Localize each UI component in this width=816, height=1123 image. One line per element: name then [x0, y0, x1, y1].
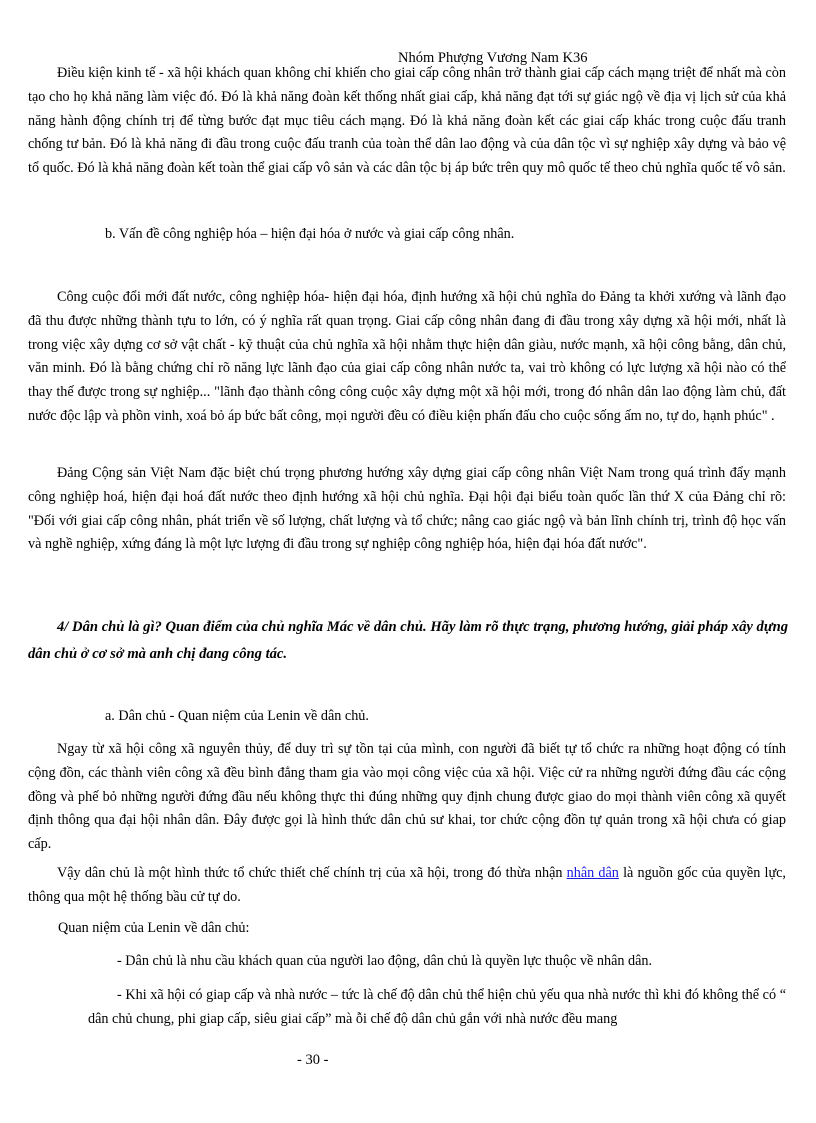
lenin-intro: Quan niệm của Lenin về dân chủ:: [58, 920, 250, 936]
page-number: - 30 -: [297, 1052, 329, 1068]
paragraph-working-class-conditions: Điều kiện kinh tế - xã hội khách quan không chỉ khiến cho giai cấp công nhân trở thành giai cấp cách mạng triệt để nhất mà còn tạo cho họ khả năng làm việc đó. Đó là khả năng đoàn kết thống nhất giai cấp, khả năng đạt tới sự giác ngộ về địa vị lịch sử của khả năng hành động chính trị để từng bước đạt mục tiêu cách mạng. Đó là khả năng đoàn kết các giai cấp khác trong cuộc đấu tranh chống tư bản. Đó là khả năng đi đầu trong cuộc đấu tranh của toàn thể dân lao động và của dân tộc vì sự nghiệp xây dựng và bảo vệ tổ quốc. Đó là khả năng đoàn kết toàn thể giai cấp vô sản và các dân tộc bị áp bức trên quy mô quốc tế theo chủ nghĩa quốc tế vô sản.: [28, 65, 786, 177]
section-heading-a: a. Dân chủ - Quan niệm của Lenin về dân chủ.: [105, 708, 369, 724]
list-item: - Khi xã hội có giap cấp và nhà nước – tức là chế độ dân chủ thể hiện chủ yếu qua nhà nước thì khi đó không thể có “ dân chủ chung, phi giap cấp, siêu giai cấp” mà ỗi chế độ dân chủ gắn với nhà nước đều mang: [88, 987, 786, 1027]
question-heading-4: 4/ Dân chủ là gì? Quan điểm của chủ nghĩa Mác về dân chủ. Hãy làm rõ thực trạng, phương hướng, giải pháp xây dựng dân chủ ở cơ sở mà anh chị đang công tác.: [28, 619, 788, 662]
list-item: - Dân chủ là nhu cầu khách quan của người lao động, dân chủ là quyền lực thuộc về nhân dân.: [117, 953, 653, 969]
paragraph-democracy-definition: [28, 862, 786, 910]
definition-text-start: Vậy dân chủ là một hình thức tổ chức thiết chế chính trị của xã hội, trong đó thừa nhận: [57, 865, 567, 881]
people-link[interactable]: nhân dân: [566, 865, 619, 881]
paragraph-primitive-democracy: Ngay từ xã hội công xã nguyên thủy, để duy trì sự tồn tại của mình, con người đã biết tự tổ chức ra những hoạt động có tính cộng đồn, các thành viên công xã đều bình đẳng tham gia vào mọi công việc của xã hội. Việc cử ra những người đứng đầu các cộng đồng và phế bỏ những người đứng đầu nếu không thực thi đúng những quy định chung được giao do mọi thành viên công xã quyết định thông qua đại hội nhân dân. Đây được gọi là hình thức dân chủ sư khai, tor chức cộng đồn tự quản trong xã hội chưa có giap cấp.: [28, 741, 786, 853]
paragraph-renovation: Công cuộc đổi mới đất nước, công nghiệp hóa- hiện đại hóa, định hướng xã hội chủ nghĩa do Đảng ta khởi xướng và lãnh đạo đã thu được những thành tựu to lớn, có ý nghĩa rất quan trọng. Giai cấp công nhân đang đi đầu trong xây dựng xã hội mới, nhất là trong việc xây dựng cơ sở vật chất - kỹ thuật của chủ nghĩa xã hội nhằm thực hiện dân giàu, nước mạnh, xã hội công bằng, dân chủ, văn minh. Đó là bằng chứng chỉ rõ năng lực lãnh đạo của giai cấp công nhân nước ta, vai trò không có lực lượng xã hội nào có thể thay thế được trong sự nghiệp... "lãnh đạo thành công công cuộc xây dựng một xã hội mới, trong đó nhân dân lao động làm chủ, đất nước độc lập và phồn vinh, xoá bỏ áp bức bất công, mọi người đều có điều kiện phấn đấu cho cuộc sống ấm no, tự do, hạnh phúc" .: [28, 289, 786, 424]
section-heading-b: b. Vấn đề công nghiệp hóa – hiện đại hóa ở nước và giai cấp công nhân.: [105, 226, 515, 242]
definition-text-end: là nguồn gốc của quyền lực, thông qua một hệ thống bầu cử tự do.: [28, 865, 786, 905]
page-header: Nhóm Phượng Vương Nam K36: [398, 50, 588, 66]
paragraph-party-direction: Đảng Cộng sản Việt Nam đặc biệt chú trọng phương hướng xây dựng giai cấp công nhân Việt Nam trong quá trình đẩy mạnh công nghiệp hoá, hiện đại hoá đất nước theo định hướng xã hội chủ nghĩa. Đại hội đại biểu toàn quốc lần thứ X của Đảng chỉ rõ: "Đối với giai cấp công nhân, phát triển về số lượng, chất lượng và tổ chức; nâng cao giác ngộ và bản lĩnh chính trị, trình độ học vấn và nghề nghiệp, xứng đáng là một lực lượng đi đầu trong sự nghiệp công nghiệp hóa, hiện đại hóa đất nước".: [28, 465, 786, 553]
